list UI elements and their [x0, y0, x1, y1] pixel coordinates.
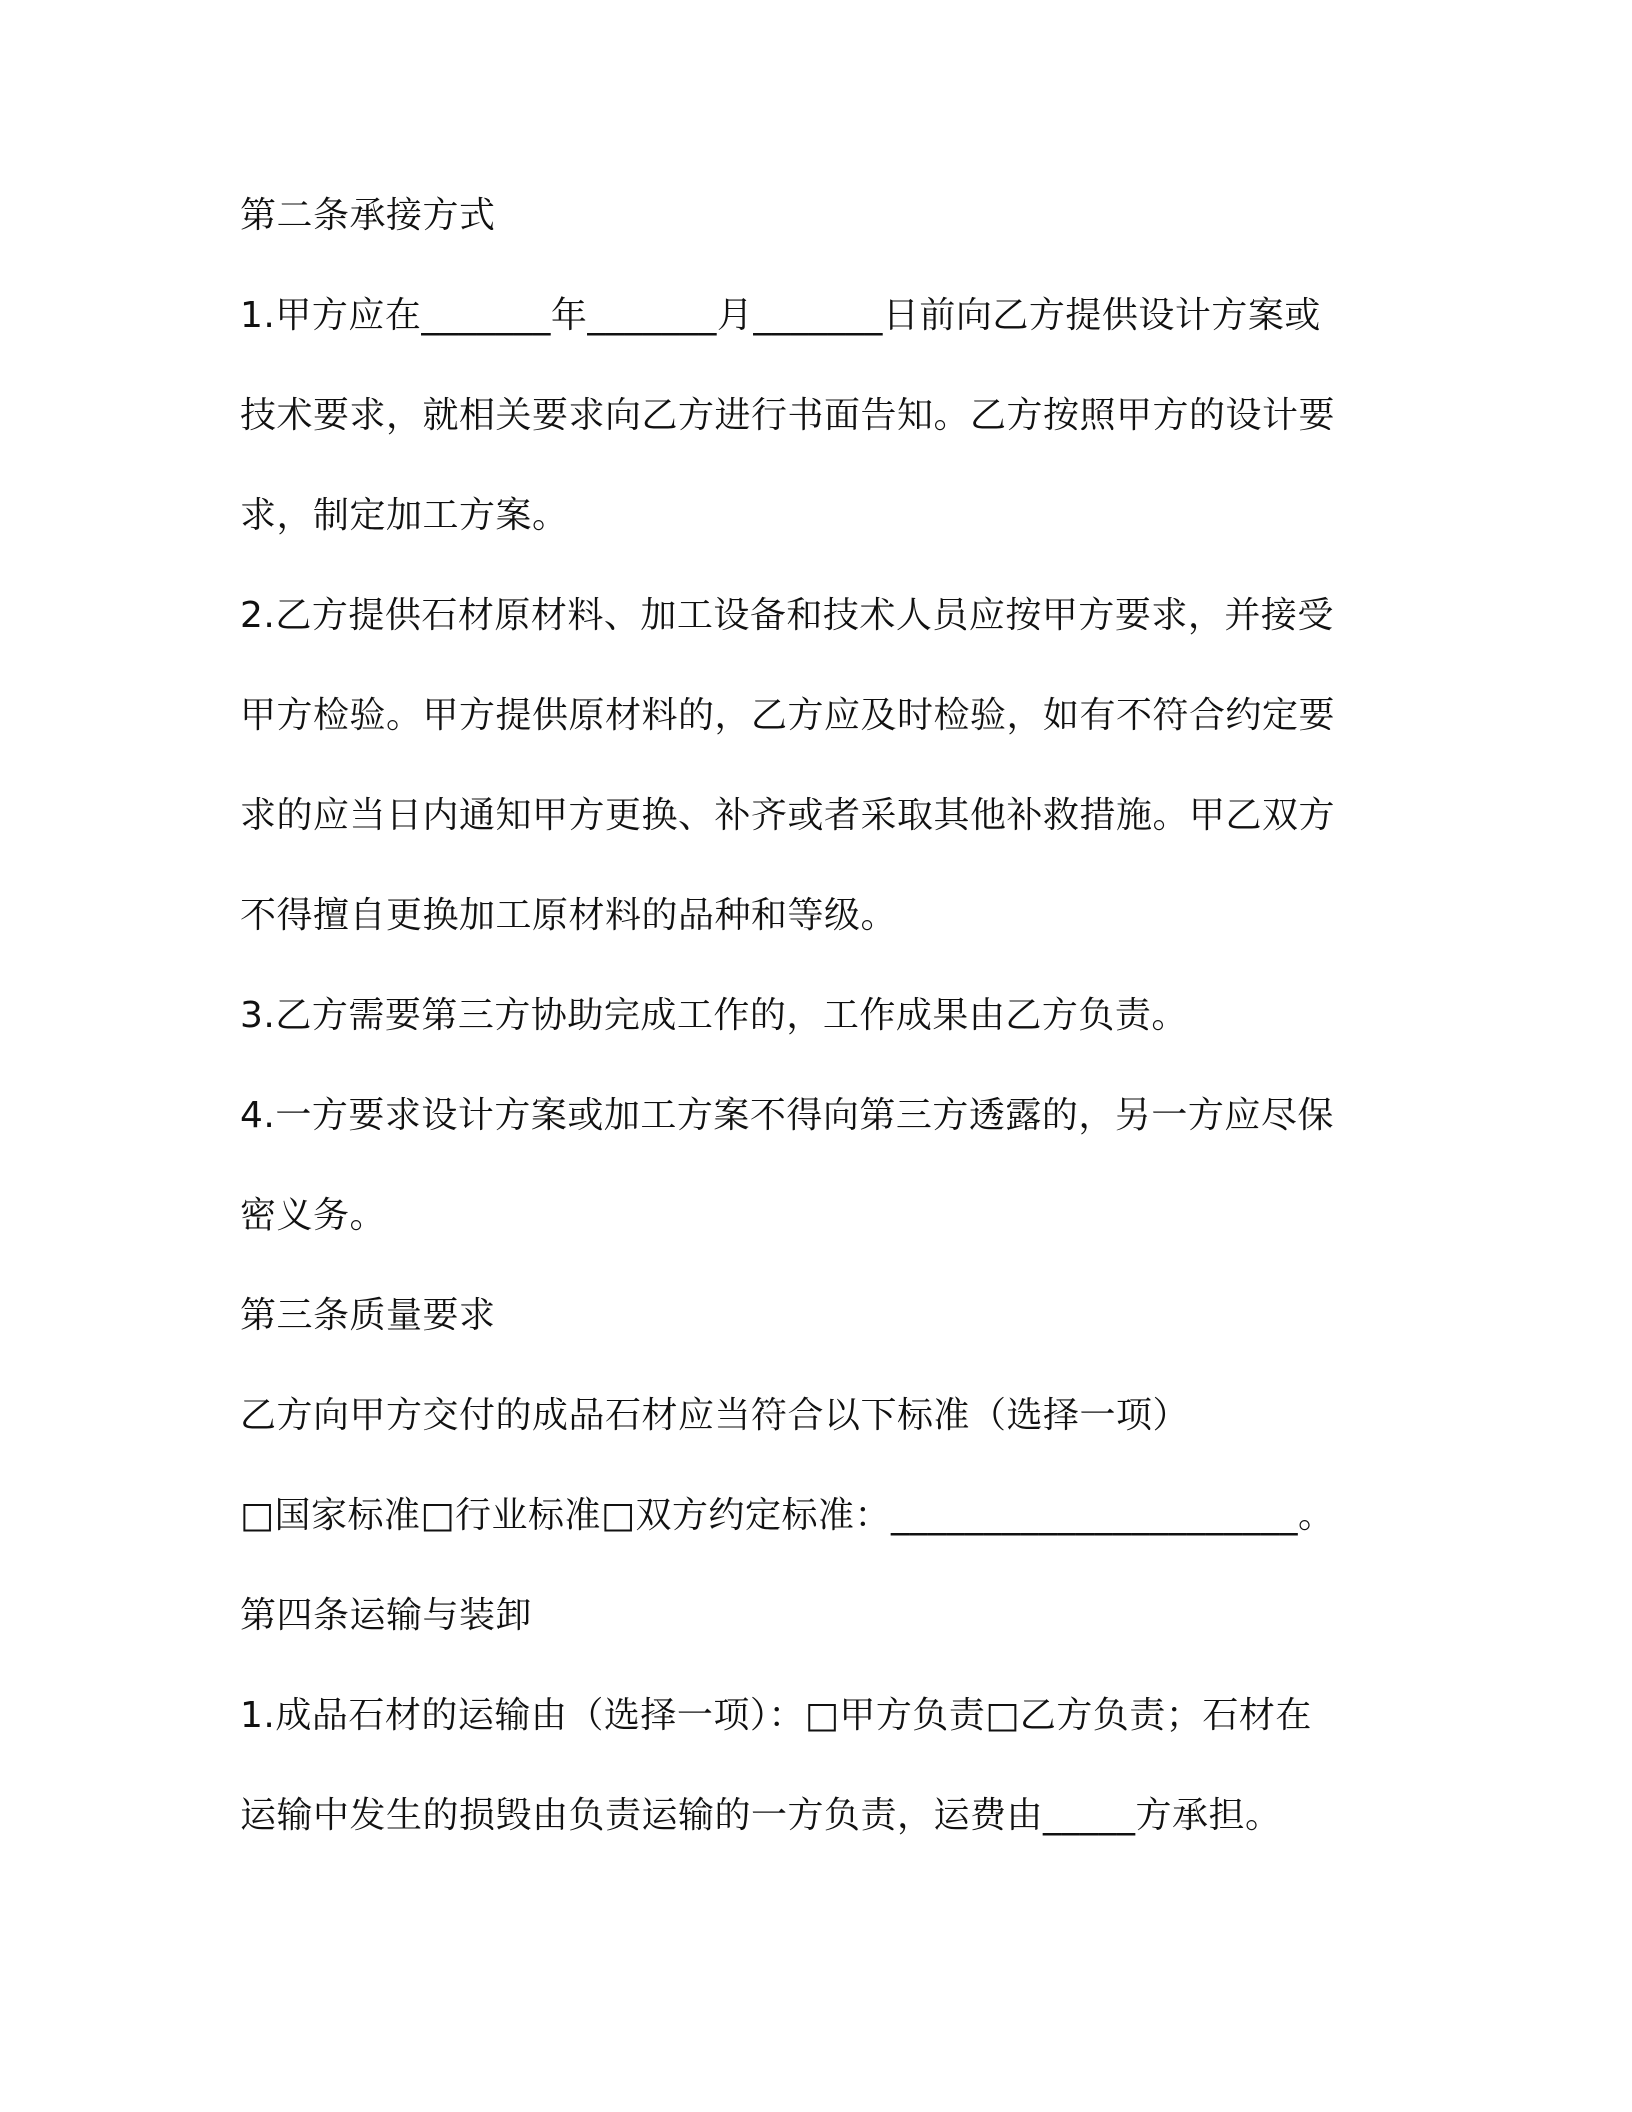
article-2-clause-4-line-2: 密义务。	[240, 1195, 387, 1236]
article-2-clause-1-line-3: 求，制定加工方案。	[240, 495, 569, 536]
article-4-clause-1-line-2: 运输中发生的损毁由负责运输的一方负责，运费由_____方承担。	[240, 1795, 1282, 1836]
article-4-heading: 第四条运输与装卸	[240, 1595, 533, 1636]
article-2-heading: 第二条承接方式	[240, 195, 496, 236]
article-3-heading: 第三条质量要求	[240, 1295, 496, 1336]
article-2-clause-2-line-3: 求的应当日内通知甲方更换、补齐或者采取其他补救措施。甲乙双方	[240, 795, 1336, 836]
article-4-clause-1-line-1: 1.成品石材的运输由（选择一项）：□甲方负责□乙方负责；石材在	[240, 1695, 1312, 1736]
article-3-body: 乙方向甲方交付的成品石材应当符合以下标准（选择一项）	[240, 1395, 1190, 1436]
article-2-clause-3: 3.乙方需要第三方协助完成工作的，工作成果由乙方负责。	[240, 995, 1188, 1036]
article-2-clause-4-line-1: 4.一方要求设计方案或加工方案不得向第三方透露的，另一方应尽保	[240, 1095, 1334, 1136]
article-2-clause-2-line-1: 2.乙方提供石材原材料、加工设备和技术人员应按甲方要求，并接受	[240, 595, 1334, 636]
article-3-options: □国家标准□行业标准□双方约定标准：______________________。	[240, 1495, 1335, 1536]
article-2-clause-2-line-4: 不得擅自更换加工原材料的品种和等级。	[240, 895, 898, 936]
article-2-clause-2-line-2: 甲方检验。甲方提供原材料的，乙方应及时检验，如有不符合约定要	[240, 695, 1336, 736]
article-2-clause-1-line-2: 技术要求，就相关要求向乙方进行书面告知。乙方按照甲方的设计要	[240, 395, 1336, 436]
article-2-clause-1-line-1: 1.甲方应在_______年_______月_______日前向乙方提供设计方案或	[240, 295, 1321, 336]
